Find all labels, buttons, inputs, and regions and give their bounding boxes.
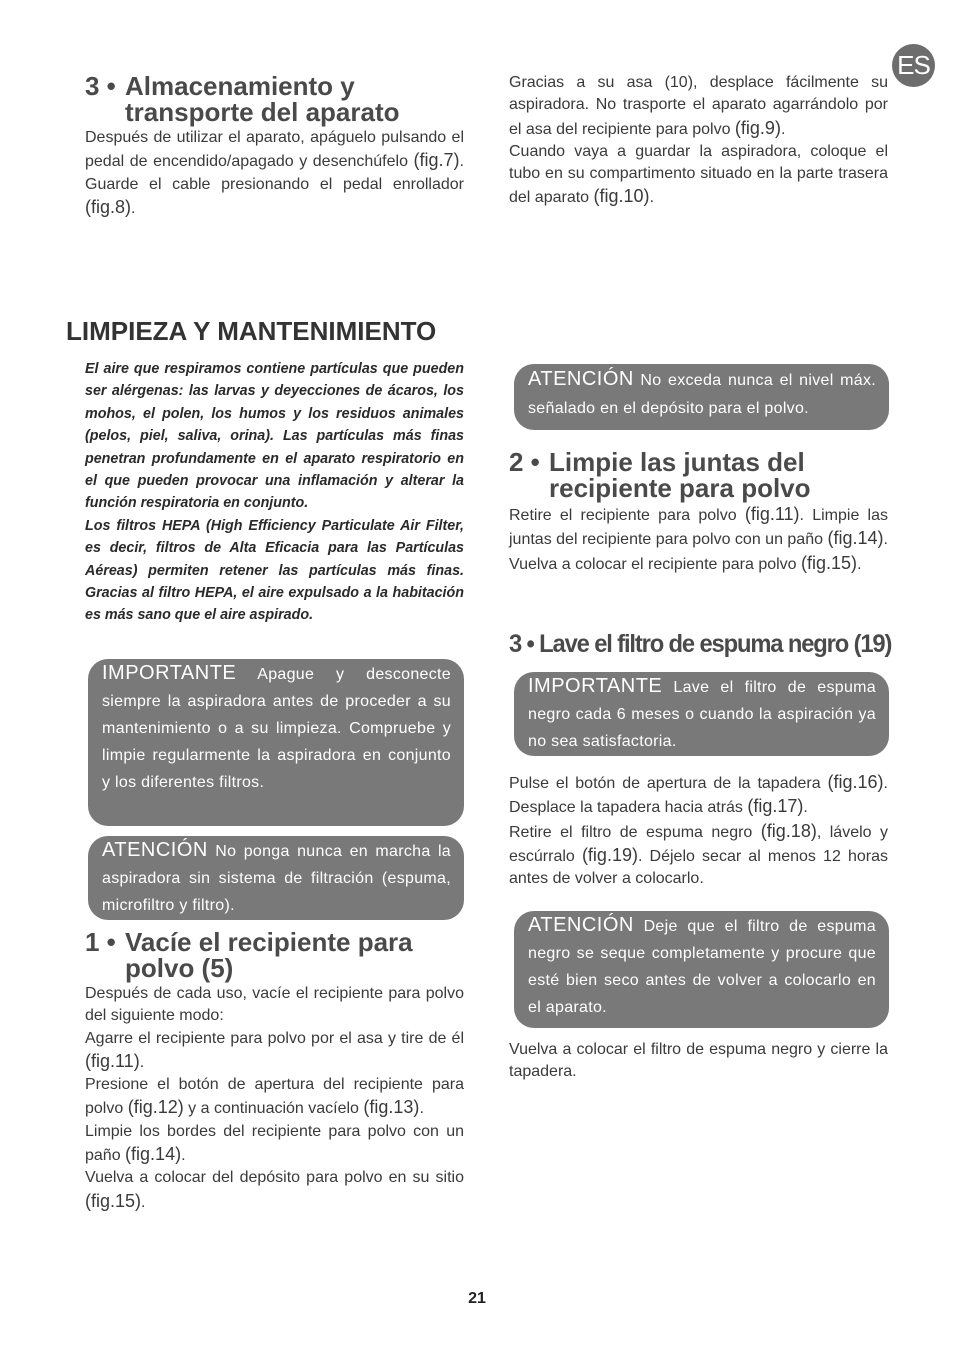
storage-paragraph: Después de utilizar el aparato, apáguelo pulsando el pedal de encendido/apagado y desenchúfelo (fig.7). Guarde el cable presionando el pedal enrollador (fig.8). <box>85 129 464 217</box>
section-title: LIMPIEZA Y MANTENIMIENTO <box>66 316 437 346</box>
wash-paragraph-3: Vuelva a colocar el filtro de espuma negro y cierre la tapadera. <box>509 1041 888 1081</box>
fig-ref: (fig.15) <box>85 1190 142 1211</box>
fig-ref: (fig.11) <box>744 504 800 524</box>
empty-paragraph-2: Agarre el recipiente para polvo por el asa y tire de él (fig.11). <box>85 1029 464 1071</box>
notice-keyword: IMPORTANTE <box>528 675 663 697</box>
attention-notice-box: ATENCIÓN No exceda nunca el nivel máx. señalado en el depósito para el polvo. <box>514 364 889 430</box>
seals-paragraph-1: Retire el recipiente para polvo (fig.11). Limpie las juntas del recipiente para polvo con un paño (fig.14). <box>509 504 889 549</box>
notice-keyword: IMPORTANTE <box>102 662 237 684</box>
fig-ref: (fig.14) <box>125 1144 182 1165</box>
page-number: 21 <box>468 1290 486 1307</box>
intro-paragraph-1: El aire que respiramos contiene partículas que pueden ser alérgenas: las larvas y deyecciones de ácaros, los mohos, el polen, los humos y los residuos animales (pelos, piel, saliva, orina). Las partículas más finas penetran profundamente en el aparato respiratorio en el que pueden provocar una inflamación y alterar la función respiratoria en conjunto. <box>85 361 464 512</box>
notice-keyword: ATENCIÓN <box>528 914 634 936</box>
replace-filter-text <box>509 1039 888 1084</box>
seals-paragraph-2: Vuelva a colocar el recipiente para polvo (fig.15). <box>509 552 862 573</box>
intro-paragraph-2: Los filtros HEPA (High Efficiency Particulate Air Filter, es decir, filtros de Alta Eficacia para las Partículas Aéreas) permiten retener las partículas más finas. Gracias al filtro HEPA, el aire expulsado a la habitación es más sano que el aire aspirado. <box>85 517 464 624</box>
empty-paragraph-4: Limpie los bordes del recipiente para polvo con un paño (fig.14). <box>85 1122 464 1165</box>
fig-ref: (fig.9) <box>734 117 781 138</box>
wash-filter-text <box>509 771 888 890</box>
important-notice-box: IMPORTANTE Apague y desconecte siempre la aspiradora antes de proceder a su mantenimiento o a su limpieza. Compruebe y limpie regularmente la aspiradora en conjunto y los diferentes filtros. <box>88 659 464 826</box>
clean-seals-heading: 2 • Limpie las juntas del recipiente para polvo <box>509 447 811 503</box>
section-storage <box>85 73 464 220</box>
attention-notice-box: ATENCIÓN No ponga nunca en marcha la aspiradora sin sistema de filtración (espuma, microfiltro y filtro). <box>88 836 464 920</box>
fig-ref: (fig.7) <box>413 150 460 171</box>
section-wash-filter <box>509 630 892 659</box>
notice-keyword: ATENCIÓN <box>102 839 208 861</box>
section-empty-container <box>85 929 464 1214</box>
empty-paragraph-5: Vuelva a colocar del depósito para polvo en su sitio (fig.15). <box>85 1169 464 1211</box>
fig-ref: (fig.10) <box>593 186 650 207</box>
fig-ref: (fig.11) <box>85 1050 140 1071</box>
fig-ref: (fig.14) <box>827 528 884 549</box>
fig-ref: (fig.16) <box>827 772 884 792</box>
fig-ref: (fig.19) <box>581 844 638 865</box>
attention-notice-box: ATENCIÓN Deje que el filtro de espuma negro se seque completamente y procure que esté bien seco antes de volver a colocarlo en el aparato. <box>514 911 889 1028</box>
wash-paragraph-2: Retire el filtro de espuma negro (fig.18), lávelo y escúrralo (fig.19). Déjelo secar al menos 12 horas antes de volver a colocarlo. <box>509 820 889 888</box>
section-storage-right <box>509 72 888 210</box>
wash-filter-heading: 3 • Lave el filtro de espuma negro (19) <box>509 630 892 658</box>
handle-paragraph: Gracias a su asa (10), desplace fácilmente su aspiradora. No trasporte el aparato agarrándolo por el asa del recipiente para polvo (fig.9). <box>509 74 888 138</box>
fig-ref: (fig.18) <box>760 820 817 841</box>
section-clean-seals <box>509 449 888 576</box>
language-badge: ES <box>892 44 935 87</box>
fig-ref: (fig.13) <box>363 1097 420 1118</box>
fig-ref: (fig.8) <box>85 196 132 217</box>
wash-paragraph-1: Pulse el botón de apertura de la tapadera (fig.16). Desplace la tapadera hacia atrás (fig.17). <box>509 772 888 817</box>
storage-heading: 3 • Almacenamiento y transporte del aparato <box>85 71 400 127</box>
empty-paragraph-3: Presione el botón de apertura del recipiente para polvo (fig.12) y a continuación vacíelo (fig.13). <box>85 1076 464 1118</box>
store-tube-paragraph: Cuando vaya a guardar la aspiradora, coloque el tubo en su compartimento situado en la parte trasera del aparato (fig.10). <box>509 142 888 207</box>
empty-paragraph-1: Después de cada uso, vacíe el recipiente para polvo del siguiente modo: <box>85 985 464 1025</box>
notice-keyword: ATENCIÓN <box>528 368 634 390</box>
fig-ref: (fig.15) <box>801 552 858 573</box>
empty-container-heading: 1 • Vacíe el recipiente para polvo (5) <box>85 927 413 983</box>
fig-ref: (fig.12) <box>127 1097 184 1118</box>
fig-ref: (fig.17) <box>747 796 804 817</box>
intro-block <box>85 358 464 627</box>
important-notice-box: IMPORTANTE Lave el filtro de espuma negro cada 6 meses o cuando la aspiración ya no sea satisfactoria. <box>514 672 889 756</box>
